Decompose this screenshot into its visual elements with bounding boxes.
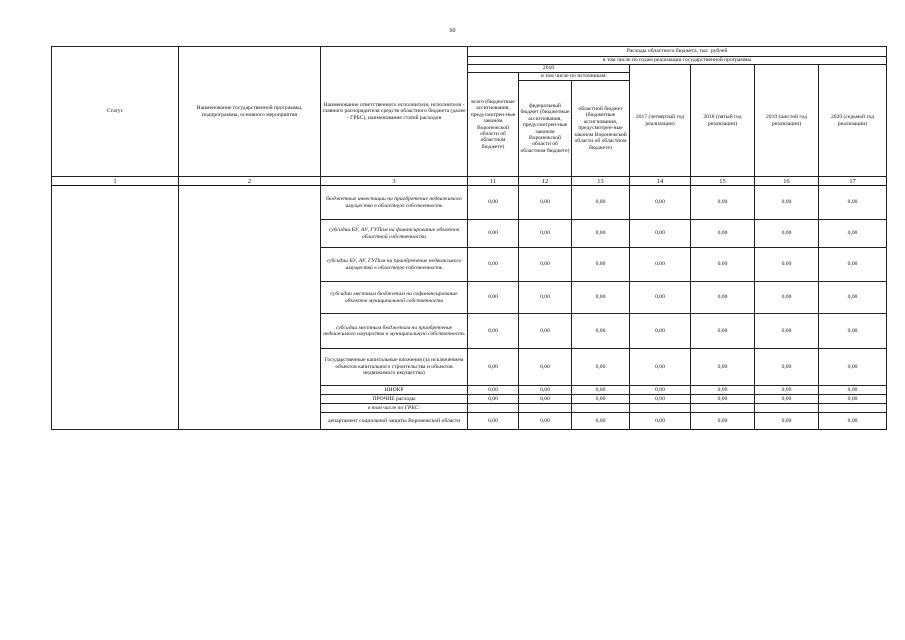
header-regional: областной бюджет (бюджетные ассигнования, предусмотрен-ные законом Воронежской области об областном бюджете) <box>572 81 630 177</box>
value-cell: 0,00 <box>819 282 887 314</box>
value-cell: 0,00 <box>519 395 572 404</box>
row-label: НИОКР <box>321 386 468 395</box>
value-cell: 0,00 <box>630 314 691 349</box>
value-cell: 0,00 <box>691 186 755 220</box>
value-cell <box>819 404 887 413</box>
table-row <box>52 186 887 220</box>
column-number: 16 <box>755 177 819 186</box>
value-cell: 0,00 <box>519 220 572 248</box>
row-label: субсидии БУ, АУ, ГУПам на финансирование объектов областной собственности <box>321 220 468 248</box>
value-cell: 0,00 <box>691 248 755 282</box>
value-cell: 0,00 <box>572 395 630 404</box>
program-cell <box>179 186 321 430</box>
value-cell: 0,00 <box>755 395 819 404</box>
value-cell: 0,00 <box>691 282 755 314</box>
value-cell: 0,00 <box>630 386 691 395</box>
value-cell: 0,00 <box>572 220 630 248</box>
budget-table <box>51 46 887 430</box>
column-number: 3 <box>321 177 468 186</box>
header-year-2018: 2018 (пятый год реализации) <box>691 65 755 177</box>
value-cell: 0,00 <box>691 386 755 395</box>
column-number: 1 <box>52 177 179 186</box>
page-number: 60 <box>449 28 456 34</box>
value-cell: 0,00 <box>468 186 519 220</box>
value-cell: 0,00 <box>691 220 755 248</box>
column-number: 2 <box>179 177 321 186</box>
value-cell: 0,00 <box>572 349 630 386</box>
header-year-2016: 2016 <box>468 65 630 73</box>
value-cell: 0,00 <box>468 349 519 386</box>
value-cell: 0,00 <box>755 220 819 248</box>
value-cell: 0,00 <box>572 186 630 220</box>
column-number: 15 <box>691 177 755 186</box>
header-year-2019: 2019 (шестой год реализации) <box>755 65 819 177</box>
value-cell: 0,00 <box>519 349 572 386</box>
header-total: всего (бюджетные ассигнования, предусмотрен-ные законом Воронежской области об областном бюджете) <box>468 73 519 177</box>
value-cell: 0,00 <box>691 395 755 404</box>
row-label: субсидии местным бюджетам на софинансирование объектов муниципальной собственности <box>321 282 468 314</box>
value-cell <box>630 404 691 413</box>
row-label: субсидии местным бюджетам на приобретение недвижимого имущества в муниципальную собственность <box>321 314 468 349</box>
value-cell: 0,00 <box>819 220 887 248</box>
value-cell: 0,00 <box>468 386 519 395</box>
value-cell: 0,00 <box>691 314 755 349</box>
header-program: Наименование государственной программы, подпрограммы, основного мероприятия <box>179 47 321 177</box>
column-number: 12 <box>519 177 572 186</box>
value-cell: 0,00 <box>630 349 691 386</box>
column-number: 13 <box>572 177 630 186</box>
value-cell: 0,00 <box>519 282 572 314</box>
row-label: Государственные капитальные вложения (за исключением объектов капитального строительства и объектов недвижимого имущества) <box>321 349 468 386</box>
value-cell: 0,00 <box>468 248 519 282</box>
value-cell: 0,00 <box>691 349 755 386</box>
column-number: 14 <box>630 177 691 186</box>
value-cell: 0,00 <box>819 413 887 430</box>
row-label: в том числе по ГРБС: <box>321 404 468 413</box>
header-year-2020: 2020 (седьмой год реализации) <box>819 65 887 177</box>
value-cell <box>468 404 519 413</box>
row-label: департамент социальной защиты Воронежской области <box>321 413 468 430</box>
value-cell: 0,00 <box>755 248 819 282</box>
value-cell <box>572 404 630 413</box>
value-cell: 0,00 <box>519 386 572 395</box>
column-numbers-row <box>52 177 887 186</box>
value-cell: 0,00 <box>572 413 630 430</box>
status-cell <box>52 186 179 430</box>
value-cell: 0,00 <box>819 248 887 282</box>
header-status: Статус <box>52 47 179 177</box>
value-cell: 0,00 <box>630 220 691 248</box>
value-cell: 0,00 <box>755 386 819 395</box>
header-year-2017: 2017 (четвертый год реализации) <box>630 65 691 177</box>
value-cell: 0,00 <box>755 186 819 220</box>
value-cell <box>519 404 572 413</box>
column-number: 11 <box>468 177 519 186</box>
value-cell: 0,00 <box>630 282 691 314</box>
value-cell: 0,00 <box>572 248 630 282</box>
header-expenses-group: Расходы областного бюджета, тыс. рублей <box>468 47 887 57</box>
row-label: субсидии БУ, АУ, ГУПам на приобретение недвижимого имущества в областную собственность <box>321 248 468 282</box>
value-cell: 0,00 <box>468 395 519 404</box>
value-cell: 0,00 <box>755 413 819 430</box>
value-cell: 0,00 <box>819 349 887 386</box>
value-cell: 0,00 <box>819 314 887 349</box>
value-cell: 0,00 <box>755 314 819 349</box>
value-cell: 0,00 <box>468 314 519 349</box>
header-by-sources: в том числе по источникам: <box>519 73 630 81</box>
header-years-group: в том числе по годам реализации государственной программы <box>468 57 887 65</box>
value-cell: 0,00 <box>630 248 691 282</box>
value-cell: 0,00 <box>755 282 819 314</box>
row-label: бюджетные инвестиции на приобретение недвижимого имущества в областную собственность <box>321 186 468 220</box>
value-cell: 0,00 <box>819 386 887 395</box>
value-cell: 0,00 <box>468 282 519 314</box>
value-cell: 0,00 <box>468 220 519 248</box>
value-cell: 0,00 <box>630 395 691 404</box>
value-cell: 0,00 <box>630 413 691 430</box>
value-cell: 0,00 <box>572 386 630 395</box>
value-cell: 0,00 <box>572 314 630 349</box>
column-number: 17 <box>819 177 887 186</box>
value-cell <box>691 404 755 413</box>
value-cell: 0,00 <box>819 395 887 404</box>
value-cell: 0,00 <box>519 413 572 430</box>
value-cell: 0,00 <box>519 248 572 282</box>
value-cell: 0,00 <box>519 314 572 349</box>
value-cell: 0,00 <box>630 186 691 220</box>
row-label: ПРОЧИЕ расходы <box>321 395 468 404</box>
header-federal: федеральный бюджет (бюджетные ассигнования, предусмотрен-ные законом Воронежской области об областном бюджете) <box>519 81 572 177</box>
value-cell: 0,00 <box>691 413 755 430</box>
value-cell <box>755 404 819 413</box>
value-cell: 0,00 <box>468 413 519 430</box>
value-cell: 0,00 <box>755 349 819 386</box>
value-cell: 0,00 <box>572 282 630 314</box>
header-executor: Наименование ответственного исполнителя, исполнителя - главного распорядителя средств областного бюджета (далее - ГРБС), наименование статей расходов <box>321 47 468 177</box>
value-cell: 0,00 <box>519 186 572 220</box>
value-cell: 0,00 <box>819 186 887 220</box>
